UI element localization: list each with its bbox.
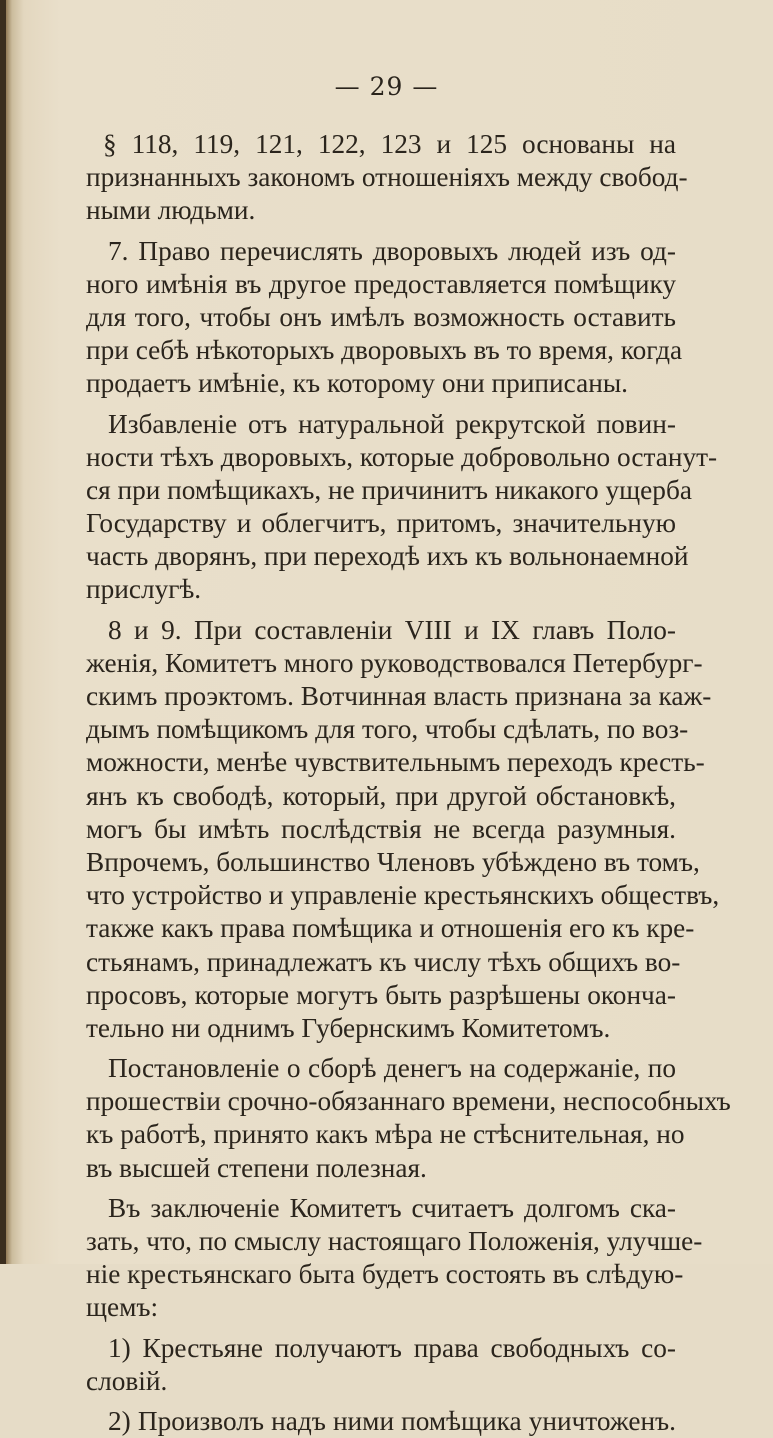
text-line: женія, Комитетъ много руководствовался Петербург- bbox=[86, 647, 703, 678]
text-line: Государству и облегчитъ, притомъ, значительную bbox=[86, 508, 676, 539]
text-line: Въ заключеніе Комитетъ считаетъ долгомъ ска- bbox=[108, 1192, 676, 1223]
text-line: при себѣ нѣкоторыхъ дворовыхъ въ то время, когда bbox=[86, 335, 683, 366]
text-line: 2) Произволъ надъ ними помѣщика уничтоженъ. bbox=[108, 1405, 676, 1436]
text-line: 7. Право перечислять дворовыхъ людей изъ од- bbox=[108, 235, 676, 266]
text-line: ся при помѣщикахъ, не причинитъ никакого ущерба bbox=[86, 474, 692, 505]
text-line: часть дворянъ, при переходѣ ихъ къ вольнонаемной bbox=[86, 541, 689, 572]
text-line: признанныхъ закономъ отношеніяхъ между свобод- bbox=[86, 162, 688, 193]
text-line: могъ бы имѣть послѣдствія не всегда разумныя. bbox=[86, 813, 676, 844]
paragraph bbox=[86, 235, 683, 401]
paragraph bbox=[86, 1052, 731, 1185]
text-line: продаетъ имѣніе, къ которому они приписаны. bbox=[86, 368, 628, 399]
text-line: ными людьми. bbox=[86, 195, 256, 226]
text-line: стьянамъ, принадлежатъ къ числу тѣхъ общихъ во- bbox=[86, 946, 681, 977]
paragraph bbox=[86, 1332, 676, 1398]
text-line: зать, что, по смыслу настоящаго Положенія, улучше- bbox=[86, 1226, 703, 1256]
text-line: прошествіи срочно-обязаннаго времени, неспособныхъ bbox=[86, 1086, 731, 1117]
paragraph bbox=[86, 1192, 703, 1325]
text-line: прислугѣ. bbox=[86, 574, 202, 605]
paragraph bbox=[86, 1405, 676, 1438]
text-line: можности, менѣе чувствительнымъ переходъ кресть- bbox=[86, 747, 705, 778]
text-line: Избавленіе отъ натуральной рекрутской повин- bbox=[108, 408, 676, 439]
text-line: для того, чтобы онъ имѣлъ возможность оставить bbox=[86, 301, 676, 332]
paragraph bbox=[86, 128, 688, 228]
text-line: ного имѣнія въ другое предоставляется помѣщику bbox=[86, 268, 676, 299]
text-line: 8 и 9. При составленіи VIII и IX главъ Поло- bbox=[108, 614, 676, 645]
text-line: янъ къ свободѣ, который, при другой обстановкѣ, bbox=[86, 780, 676, 811]
text-line: 1) Крестьяне получаютъ права свободныхъ со- bbox=[108, 1332, 676, 1363]
text-line: Постановленіе о сборѣ денегъ на содержаніе, по bbox=[108, 1053, 676, 1084]
text-line: § 118, 119, 121, 122, 123 и 125 основаны на bbox=[103, 129, 676, 159]
text-line: что устройство и управленіе крестьянскихъ обществъ, bbox=[86, 880, 720, 911]
page-text bbox=[86, 128, 731, 1438]
book-spine-edge bbox=[0, 0, 6, 1264]
paragraph bbox=[86, 408, 718, 607]
text-line: скимъ проэктомъ. Вотчинная власть признана за каж- bbox=[86, 681, 712, 711]
text-line: словій. bbox=[86, 1365, 168, 1396]
text-line: дымъ помѣщикомъ для того, чтобы сдѣлать, по воз- bbox=[86, 714, 689, 745]
page-number: — 29 — bbox=[334, 72, 439, 101]
text-line: также какъ права помѣщика и отношенія его къ кре- bbox=[86, 913, 695, 944]
text-line: въ высшей степени полезная. bbox=[86, 1152, 427, 1183]
text-line: къ работѣ, принято какъ мѣра не стѣснительная, но bbox=[86, 1119, 685, 1150]
text-line: щемъ: bbox=[86, 1292, 159, 1323]
paragraph bbox=[86, 614, 720, 1045]
text-line: ніе крестьянскаго быта будетъ состоять въ слѣдую- bbox=[86, 1259, 684, 1290]
text-line: просовъ, которые могутъ быть разрѣшены оконча- bbox=[86, 979, 676, 1010]
text-line: Впрочемъ, большинство Членовъ убѣждено въ томъ, bbox=[86, 846, 700, 877]
text-line: ности тѣхъ дворовыхъ, которые добровольно останут- bbox=[86, 441, 718, 472]
text-line: тельно ни однимъ Губернскимъ Комитетомъ. bbox=[86, 1012, 611, 1043]
